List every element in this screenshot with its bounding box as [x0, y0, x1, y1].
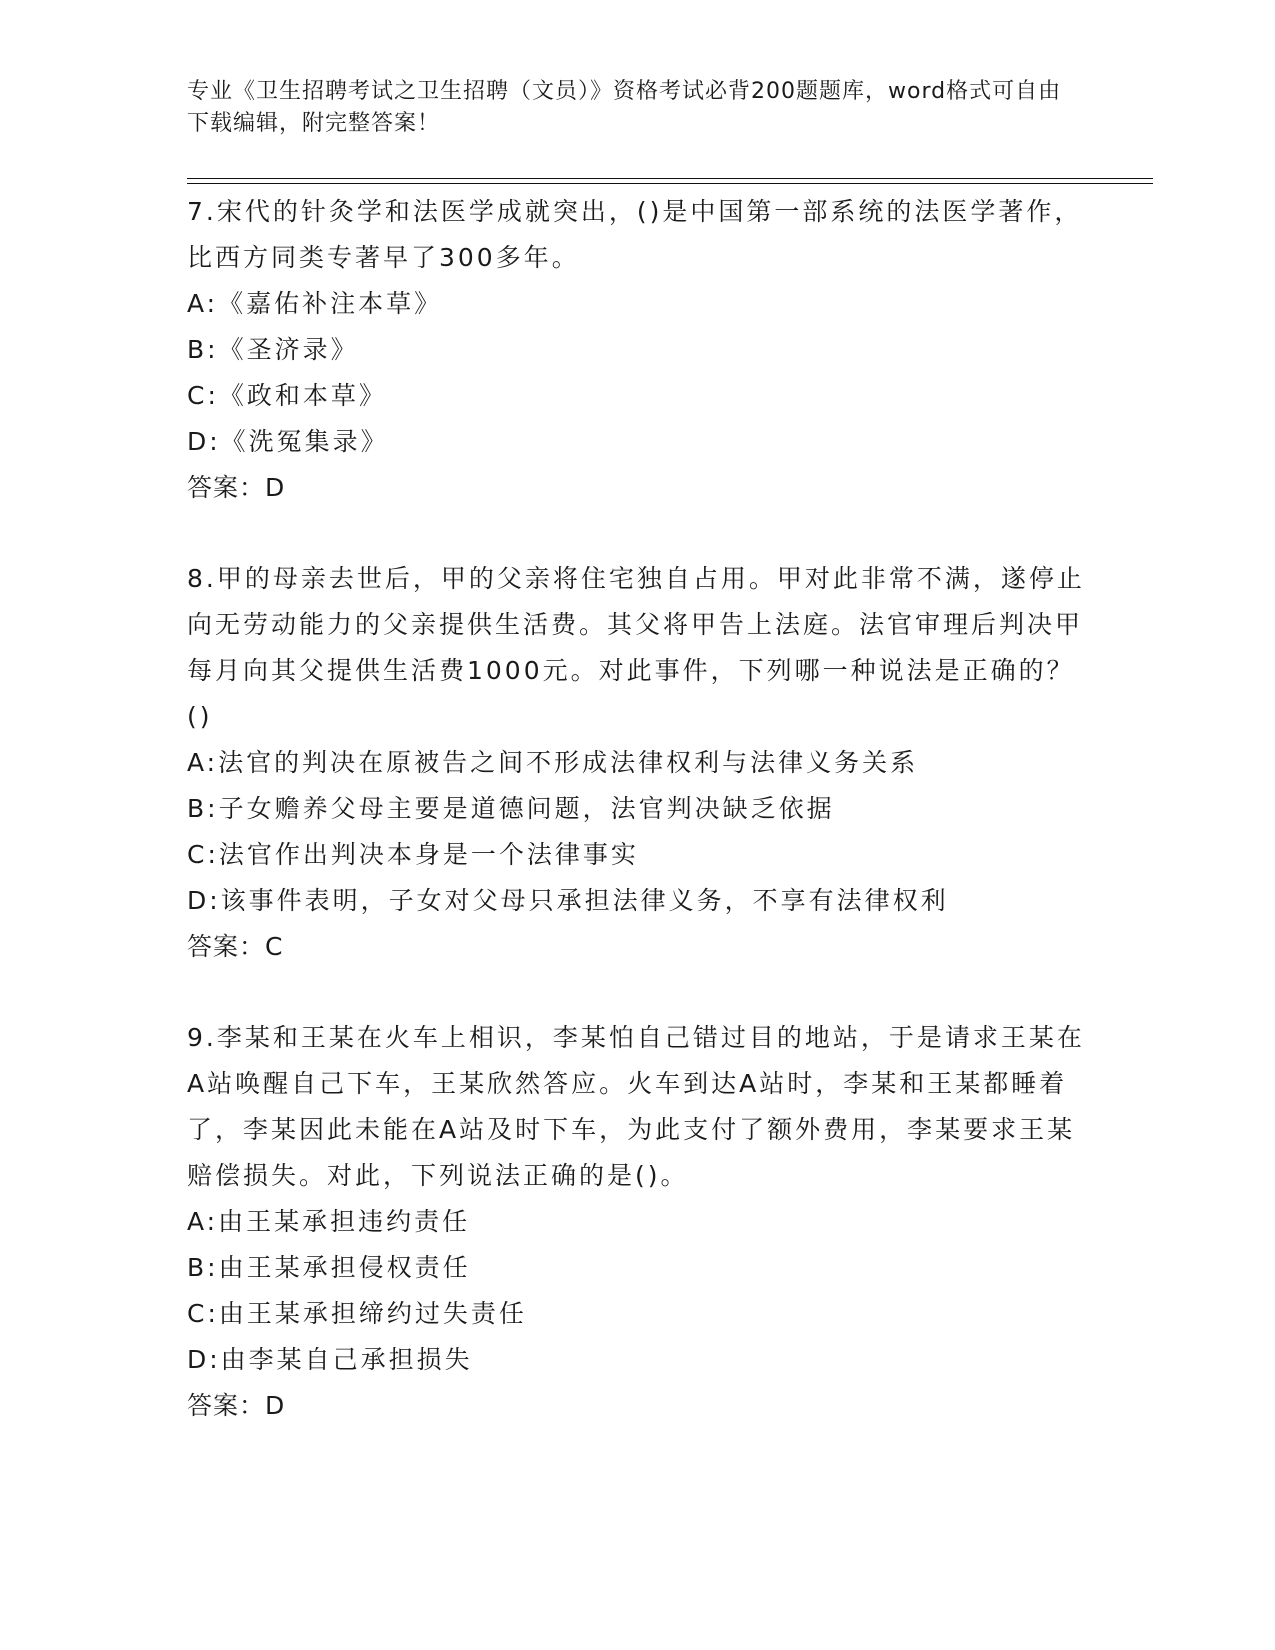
header-rule-top: [187, 178, 1153, 179]
question-8: [187, 556, 1087, 970]
option-b: B:由王某承担侵权责任: [187, 1253, 471, 1282]
question-list: [187, 189, 1087, 1429]
option-b: B:《圣济录》: [187, 335, 359, 364]
option-c: C:由王某承担缔约过失责任: [187, 1299, 527, 1328]
option-c: C:法官作出判决本身是一个法律事实: [187, 840, 639, 869]
option-b: B:子女赡养父母主要是道德问题，法官判决缺乏依据: [187, 794, 835, 823]
question-7: [187, 189, 1087, 511]
answer: 答案：D: [187, 473, 286, 502]
question-9: [187, 1015, 1087, 1429]
answer: 答案：C: [187, 932, 284, 961]
spacer: [187, 970, 1087, 1015]
spacer: [187, 511, 1087, 556]
question-stem: 9.李某和王某在火车上相识，李某怕自己错过目的地站，于是请求王某在A站唤醒自己下车，王某欣然答应。火车到达A站时，李某和王某都睡着了，李某因此未能在A站及时下车，为此支付了额外费用，李某要求王某赔偿损失。对此，下列说法正确的是()。: [187, 1023, 1085, 1190]
option-d: D:该事件表明，子女对父母只承担法律义务，不享有法律权利: [187, 886, 949, 915]
option-a: A:《嘉佑补注本草》: [187, 289, 443, 318]
option-c: C:《政和本草》: [187, 381, 387, 410]
header-rule-bottom: [187, 183, 1153, 184]
option-a: A:法官的判决在原被告之间不形成法律权利与法律义务关系: [187, 748, 919, 777]
question-stem: 8.甲的母亲去世后，甲的父亲将住宅独自占用。甲对此非常不满，遂停止向无劳动能力的父亲提供生活费。其父将甲告上法庭。法官审理后判决甲每月向其父提供生活费1000元。对此事件，下列哪一种说法是正确的？(): [187, 564, 1085, 731]
option-d: D:《洗冤集录》: [187, 427, 389, 456]
question-stem: 7.宋代的针灸学和法医学成就突出，()是中国第一部系统的法医学著作，比西方同类专著早了300多年。: [187, 197, 1083, 272]
option-a: A:由王某承担违约责任: [187, 1207, 471, 1236]
answer: 答案：D: [187, 1391, 286, 1420]
document-header: 专业《卫生招聘考试之卫生招聘（文员）》资格考试必背200题题库，word格式可自由下载编辑，附完整答案！: [187, 79, 1062, 136]
option-d: D:由李某自己承担损失: [187, 1345, 473, 1374]
